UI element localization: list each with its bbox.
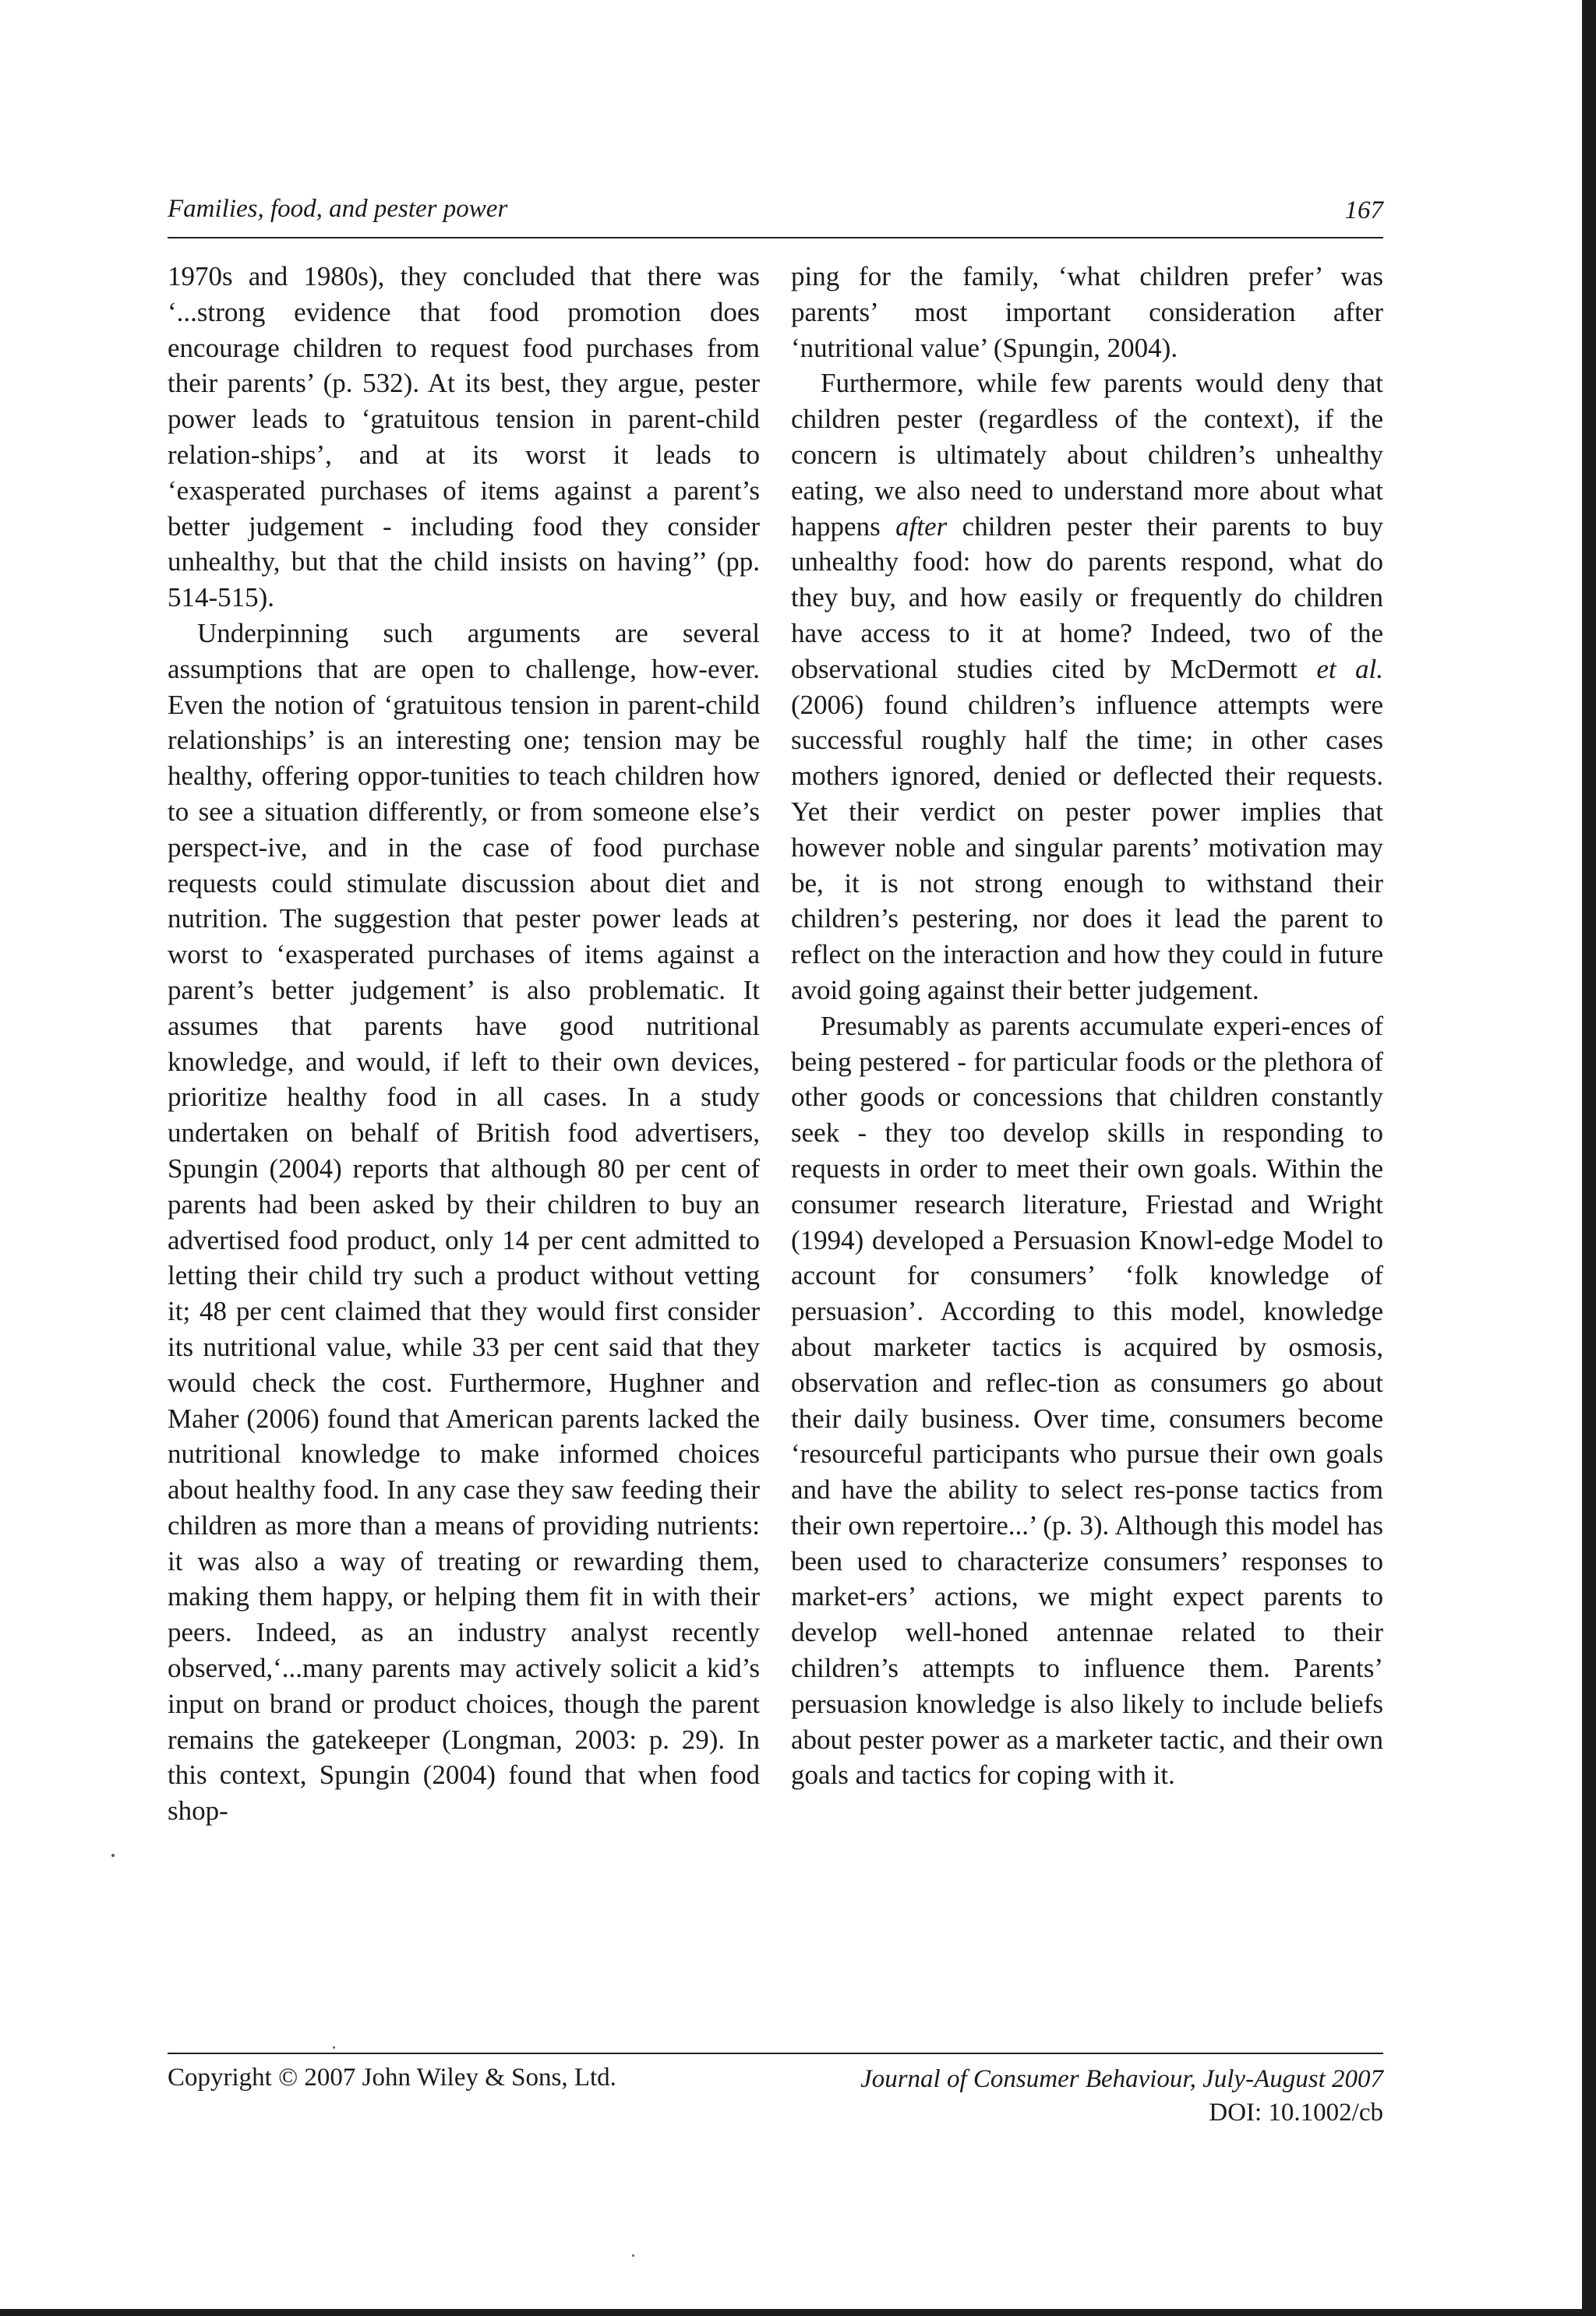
- emphasis-after: after: [895, 510, 948, 542]
- right-paragraph-2: [791, 365, 1383, 1008]
- left-column: [168, 259, 760, 1829]
- scan-speck: [333, 2046, 335, 2049]
- scan-edge-right: [1582, 0, 1596, 2316]
- right-paragraph-3: Presumably as parents accumulate experi-ences of being pestered - for particular foods or the plethora of other goods or concessions that children constantly seek - they too develop skills in responding to requests in order to meet their own goals. Within the consumer research literature, Friestad and Wright (1994) developed a Persuasion Knowl-edge Model to account for consumers’ ‘folk knowledge of persuasion’. According to this model, knowledge about marketer tactics is acquired by osmosis, observation and reflec-tion as consumers go about their daily business. Over time, consumers become ‘resourceful participants who pursue their own goals and have the ability to select res-ponse tactics from their own repertoire...’ (p. 3). Although this model has been used to characterize consumers’ responses to market-ers’ actions, we might expect parents to develop well-honed antennae related to their children’s attempts to influence them. Parents’ persuasion knowledge is also likely to include beliefs about pester power as a marketer tactic, and their own goals and tactics for coping with it.: [791, 1010, 1383, 1791]
- right-column: [791, 259, 1383, 1793]
- scan-speck: [632, 2254, 634, 2257]
- right-paragraph-1: ping for the family, ‘what children prefer’ was parents’ most important consideration after ‘nutritional value’ (Spungin, 2004).: [791, 261, 1383, 363]
- page-number: 167: [1344, 196, 1383, 224]
- footer-rule: [168, 2053, 1383, 2054]
- doi: DOI: 10.1002/cb: [1209, 2099, 1383, 2127]
- right-paragraph-2-text-a: Furthermore, while few parents would deny that children pester (regardless of the context), if the concern is ultimately about children’s unhealthy eating, we also need to understand more about what happens: [791, 368, 1383, 542]
- journal-citation: Journal of Consumer Behaviour, July-August 2007: [860, 2065, 1383, 2093]
- copyright-notice: Copyright © 2007 John Wiley & Sons, Ltd.: [168, 2064, 616, 2092]
- running-title: Families, food, and pester power: [168, 195, 508, 223]
- left-paragraph-1: 1970s and 1980s), they concluded that there was ‘...strong evidence that food promotion does encourage children to request food purchases from their parents’ (p. 532). At its best, they argue, pester power leads to ‘gratuitous tension in parent-child relation-ships’, and at its worst it leads to ‘exasperated purchases of items against a parent’s better judgement - including food they consider unhealthy, but that the child insists on having’’ (pp. 514-515).: [168, 261, 760, 613]
- running-header: [168, 193, 1383, 238]
- left-paragraph-2: Underpinning such arguments are several assumptions that are open to challenge, how-ever. Even the notion of ‘gratuitous tension in parent-child relationships’ is an interesting one; tension may be healthy, offering oppor-tunities to teach children how to see a situation differently, or from someone else’s perspect-ive, and in the case of food purchase requests could stimulate discussion about diet and nutrition. The suggestion that pester power leads at worst to ‘exasperated purchases of items against a parent’s better judgement’ is also problematic. It assumes that parents have good nutritional knowledge, and would, if left to their own devices, prioritize healthy food in all cases. In a study undertaken on behalf of British food advertisers, Spungin (2004) reports that although 80 per cent of parents had been asked by their children to buy an advertised food product, only 14 per cent admitted to letting their child try such a product without vetting it; 48 per cent claimed that they would first consider its nutritional value, while 33 per cent said that they would check the cost. Furthermore, Hughner and Maher (2006) found that American parents lacked the nutritional knowledge to make informed choices about healthy food. In any case they saw feeding their children as more than a means of providing nutrients: it was also a way of treating or rewarding them, making them happy, or helping them fit in with their peers. Indeed, as an industry analyst recently observed,‘...many parents may actively solicit a kid’s input on brand or product choices, though the parent remains the gatekeeper (Longman, 2003: p. 29). In this context, Spungin (2004) found that when food shop-: [168, 617, 760, 1827]
- scan-speck: [111, 1854, 115, 1857]
- emphasis-et-al: et al.: [1316, 653, 1384, 684]
- scan-edge-bottom: [0, 2309, 1596, 2316]
- right-paragraph-2-text-b: children pester their parents to buy unhealthy food: how do parents respond, what do they buy, and how easily or frequently do children have access to it at home? Indeed, two of the observational studies cited by McDermott: [791, 510, 1383, 684]
- right-paragraph-2-text-c: (2006) found children’s influence attempts were successful roughly half the time; in other cases mothers ignored, denied or deflected their requests. Yet their verdict on pester power implies that however noble and singular parents’ motivation may be, it is not strong enough to withstand their children’s pestering, nor does it lead the parent to reflect on the interaction and how they could in future avoid going against their better judgement.: [791, 689, 1383, 1005]
